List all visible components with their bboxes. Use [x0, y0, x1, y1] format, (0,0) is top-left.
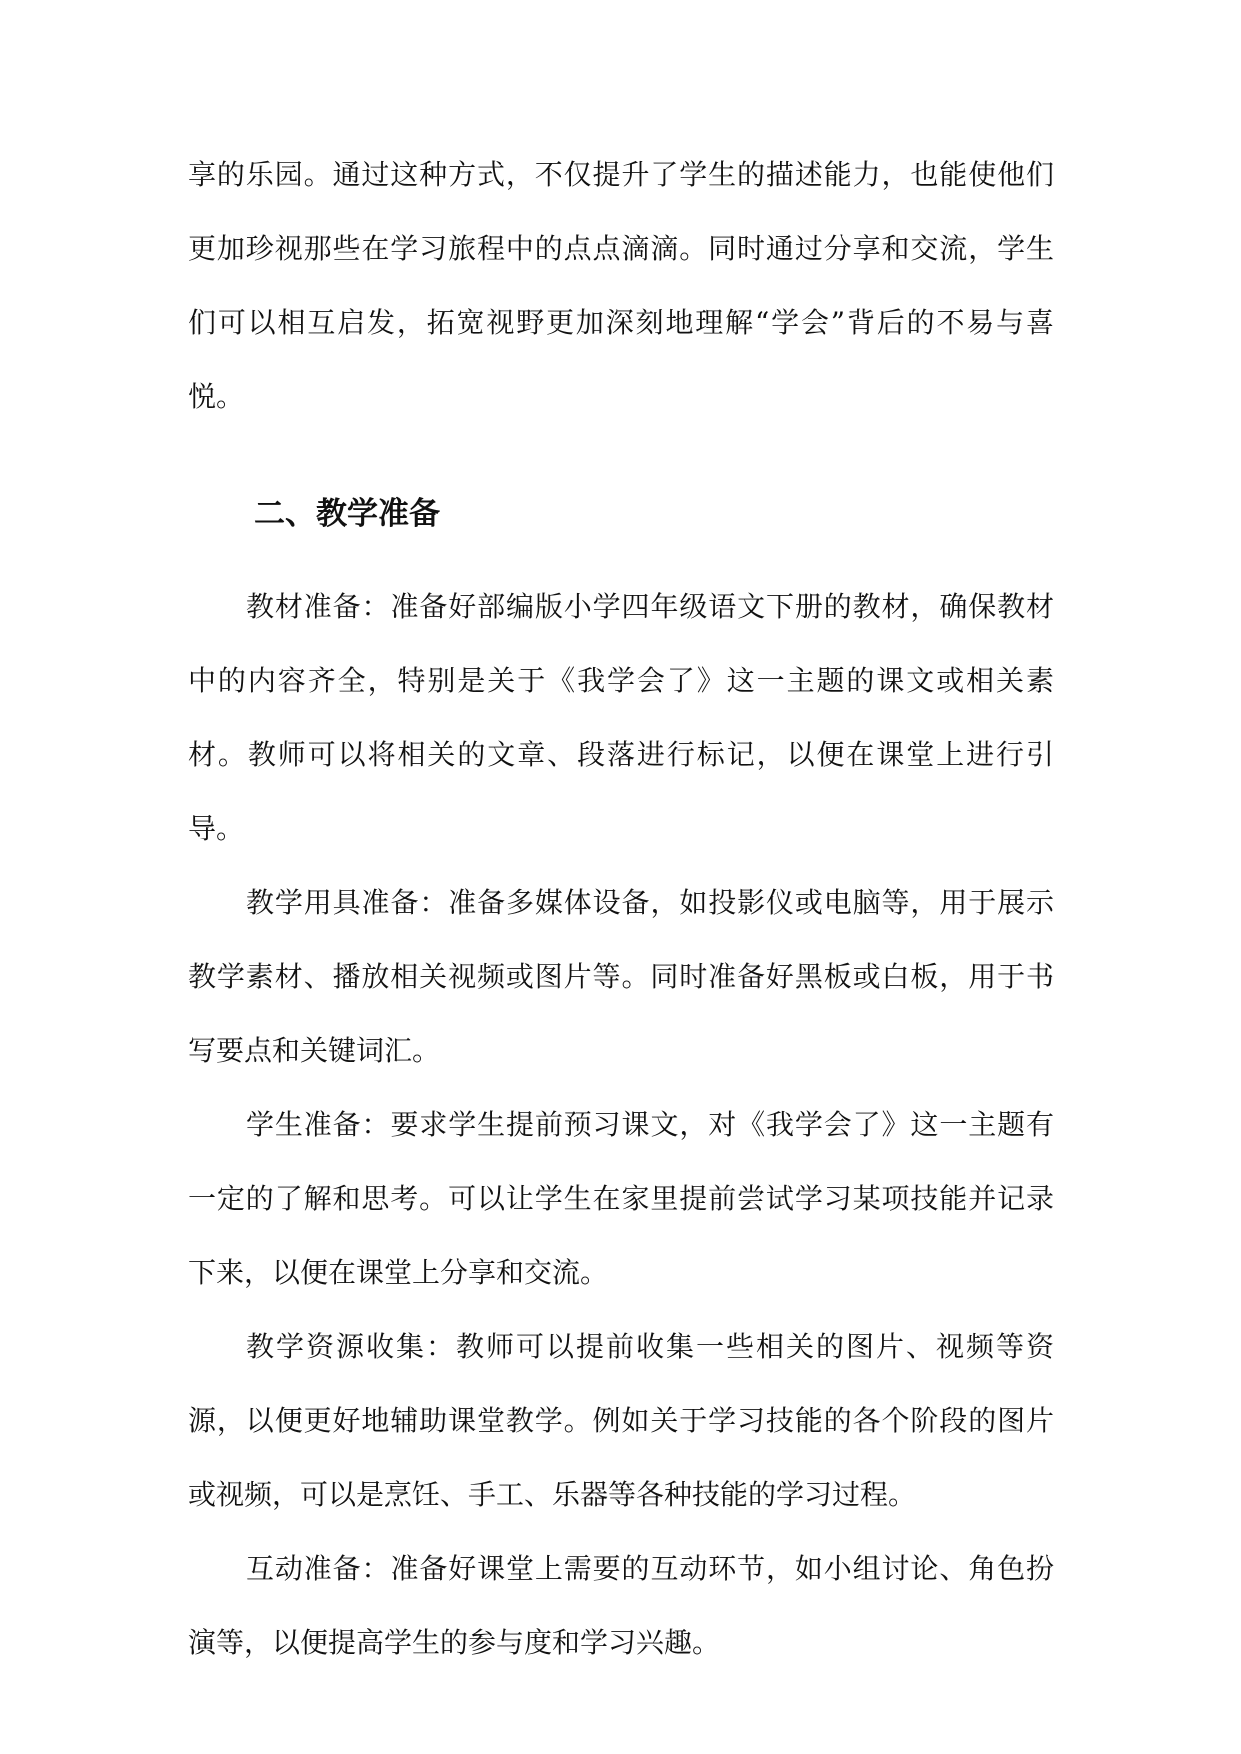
paragraph-student-prep: 学生准备：要求学生提前预习课文，对《我学会了》这一主题有一定的了解和思考。可以让学生在家里提前尝试学习某项技能并记录下来，以便在课堂上分享和交流。 [188, 1108, 1054, 1289]
document-body [188, 138, 1054, 1680]
paragraph-textbook-prep: 教材准备：准备好部编版小学四年级语文下册的教材，确保教材中的内容齐全，特别是关于《我学会了》这一主题的课文或相关素材。教师可以将相关的文章、段落进行标记，以便在课堂上进行引导。 [188, 590, 1054, 845]
paragraph-resource-collection: 教学资源收集：教师可以提前收集一些相关的图片、视频等资源，以便更好地辅助课堂教学。例如关于学习技能的各个阶段的图片或视频，可以是烹饪、手工、乐器等各种技能的学习过程。 [188, 1330, 1054, 1511]
paragraph-interaction-prep: 互动准备：准备好课堂上需要的互动环节，如小组讨论、角色扮演等，以便提高学生的参与度和学习兴趣。 [188, 1552, 1054, 1659]
paragraph-teaching-tools-prep: 教学用具准备：准备多媒体设备，如投影仪或电脑等，用于展示教学素材、播放相关视频或图片等。同时准备好黑板或白板，用于书写要点和关键词汇。 [188, 886, 1054, 1067]
continuation-paragraph: 享的乐园。通过这种方式，不仅提升了学生的描述能力，也能使他们更加珍视那些在学习旅程中的点点滴滴。同时通过分享和交流，学生们可以相互启发，拓宽视野更加深刻地理解“学会”背后的不易与喜悦。 [188, 158, 1054, 413]
section-heading: 二、教学准备 [254, 496, 440, 532]
